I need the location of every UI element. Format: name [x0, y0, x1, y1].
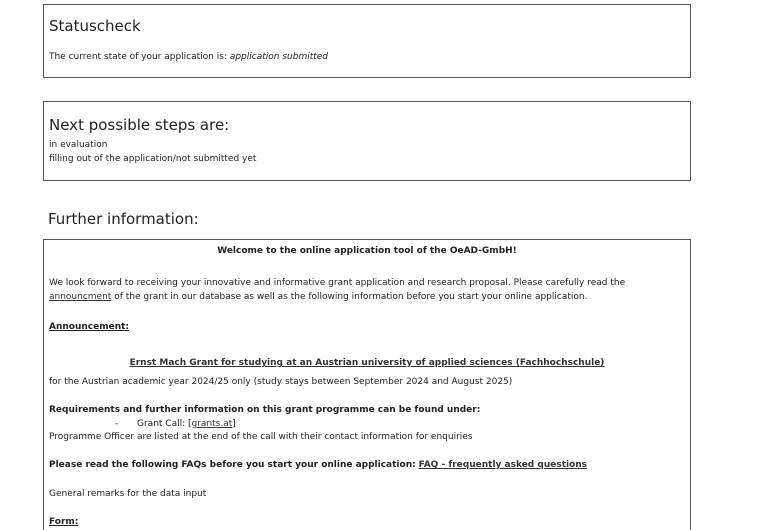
intro-text-cont: of: [114, 292, 123, 302]
status-prefix: The current state of your application is:: [49, 52, 227, 62]
status-title: Statuscheck: [49, 17, 141, 35]
faq-link[interactable]: FAQ - frequently asked questions: [418, 460, 588, 470]
grant-period: for the Austrian academic year 2024/25 only (study stays between September 2024 and August 2025): [49, 377, 513, 387]
next-steps-panel: [43, 101, 691, 181]
form-label: Form:: [49, 517, 79, 527]
grant-title[interactable]: [44, 358, 690, 368]
programme-officer-note: Programme Officer are listed at the end of the call with their contact information for enquiries: [49, 432, 473, 442]
status-value: application submitted: [229, 52, 329, 62]
status-line: [49, 52, 328, 62]
further-info-panel: [43, 239, 691, 530]
next-step-item: filling out of the application/not submitted yet: [49, 154, 257, 164]
intro-text: We look forward to receiving your innovative and informative grant application and research proposal. Please carefully read the: [49, 278, 626, 288]
requirements-heading: Requirements and further information on this grant programme can be found under:: [49, 405, 481, 415]
intro-text-end: the grant in our database as well as the following information before you start your online application.: [125, 292, 588, 302]
grant-call-label: Grant Call: [: [137, 419, 192, 429]
welcome-heading: Welcome to the online application tool of the OeAD-GmbH!: [217, 246, 517, 256]
announcement-label: Announcement:: [49, 322, 130, 332]
status-panel: [43, 4, 691, 78]
grant-call-end: ]: [232, 419, 236, 429]
announcement-link[interactable]: announcment: [49, 292, 112, 302]
faq-prefix: Please read the following FAQs before you start your online application:: [49, 460, 416, 470]
further-info-title: Further information:: [48, 210, 199, 228]
next-steps-title: Next possible steps are:: [49, 116, 230, 134]
grant-call-link[interactable]: grants.at: [191, 419, 233, 429]
intro-paragraph: [49, 276, 689, 304]
grant-call-line: [137, 419, 236, 429]
next-step-item: in evaluation: [49, 140, 108, 150]
general-remarks: General remarks for the data input: [49, 489, 207, 499]
faq-line: [49, 460, 587, 470]
grant-title-link[interactable]: Ernst Mach Grant for studying at an Austrian university of applied sciences (Fachhochschule): [129, 358, 605, 368]
bullet: -: [115, 419, 119, 429]
